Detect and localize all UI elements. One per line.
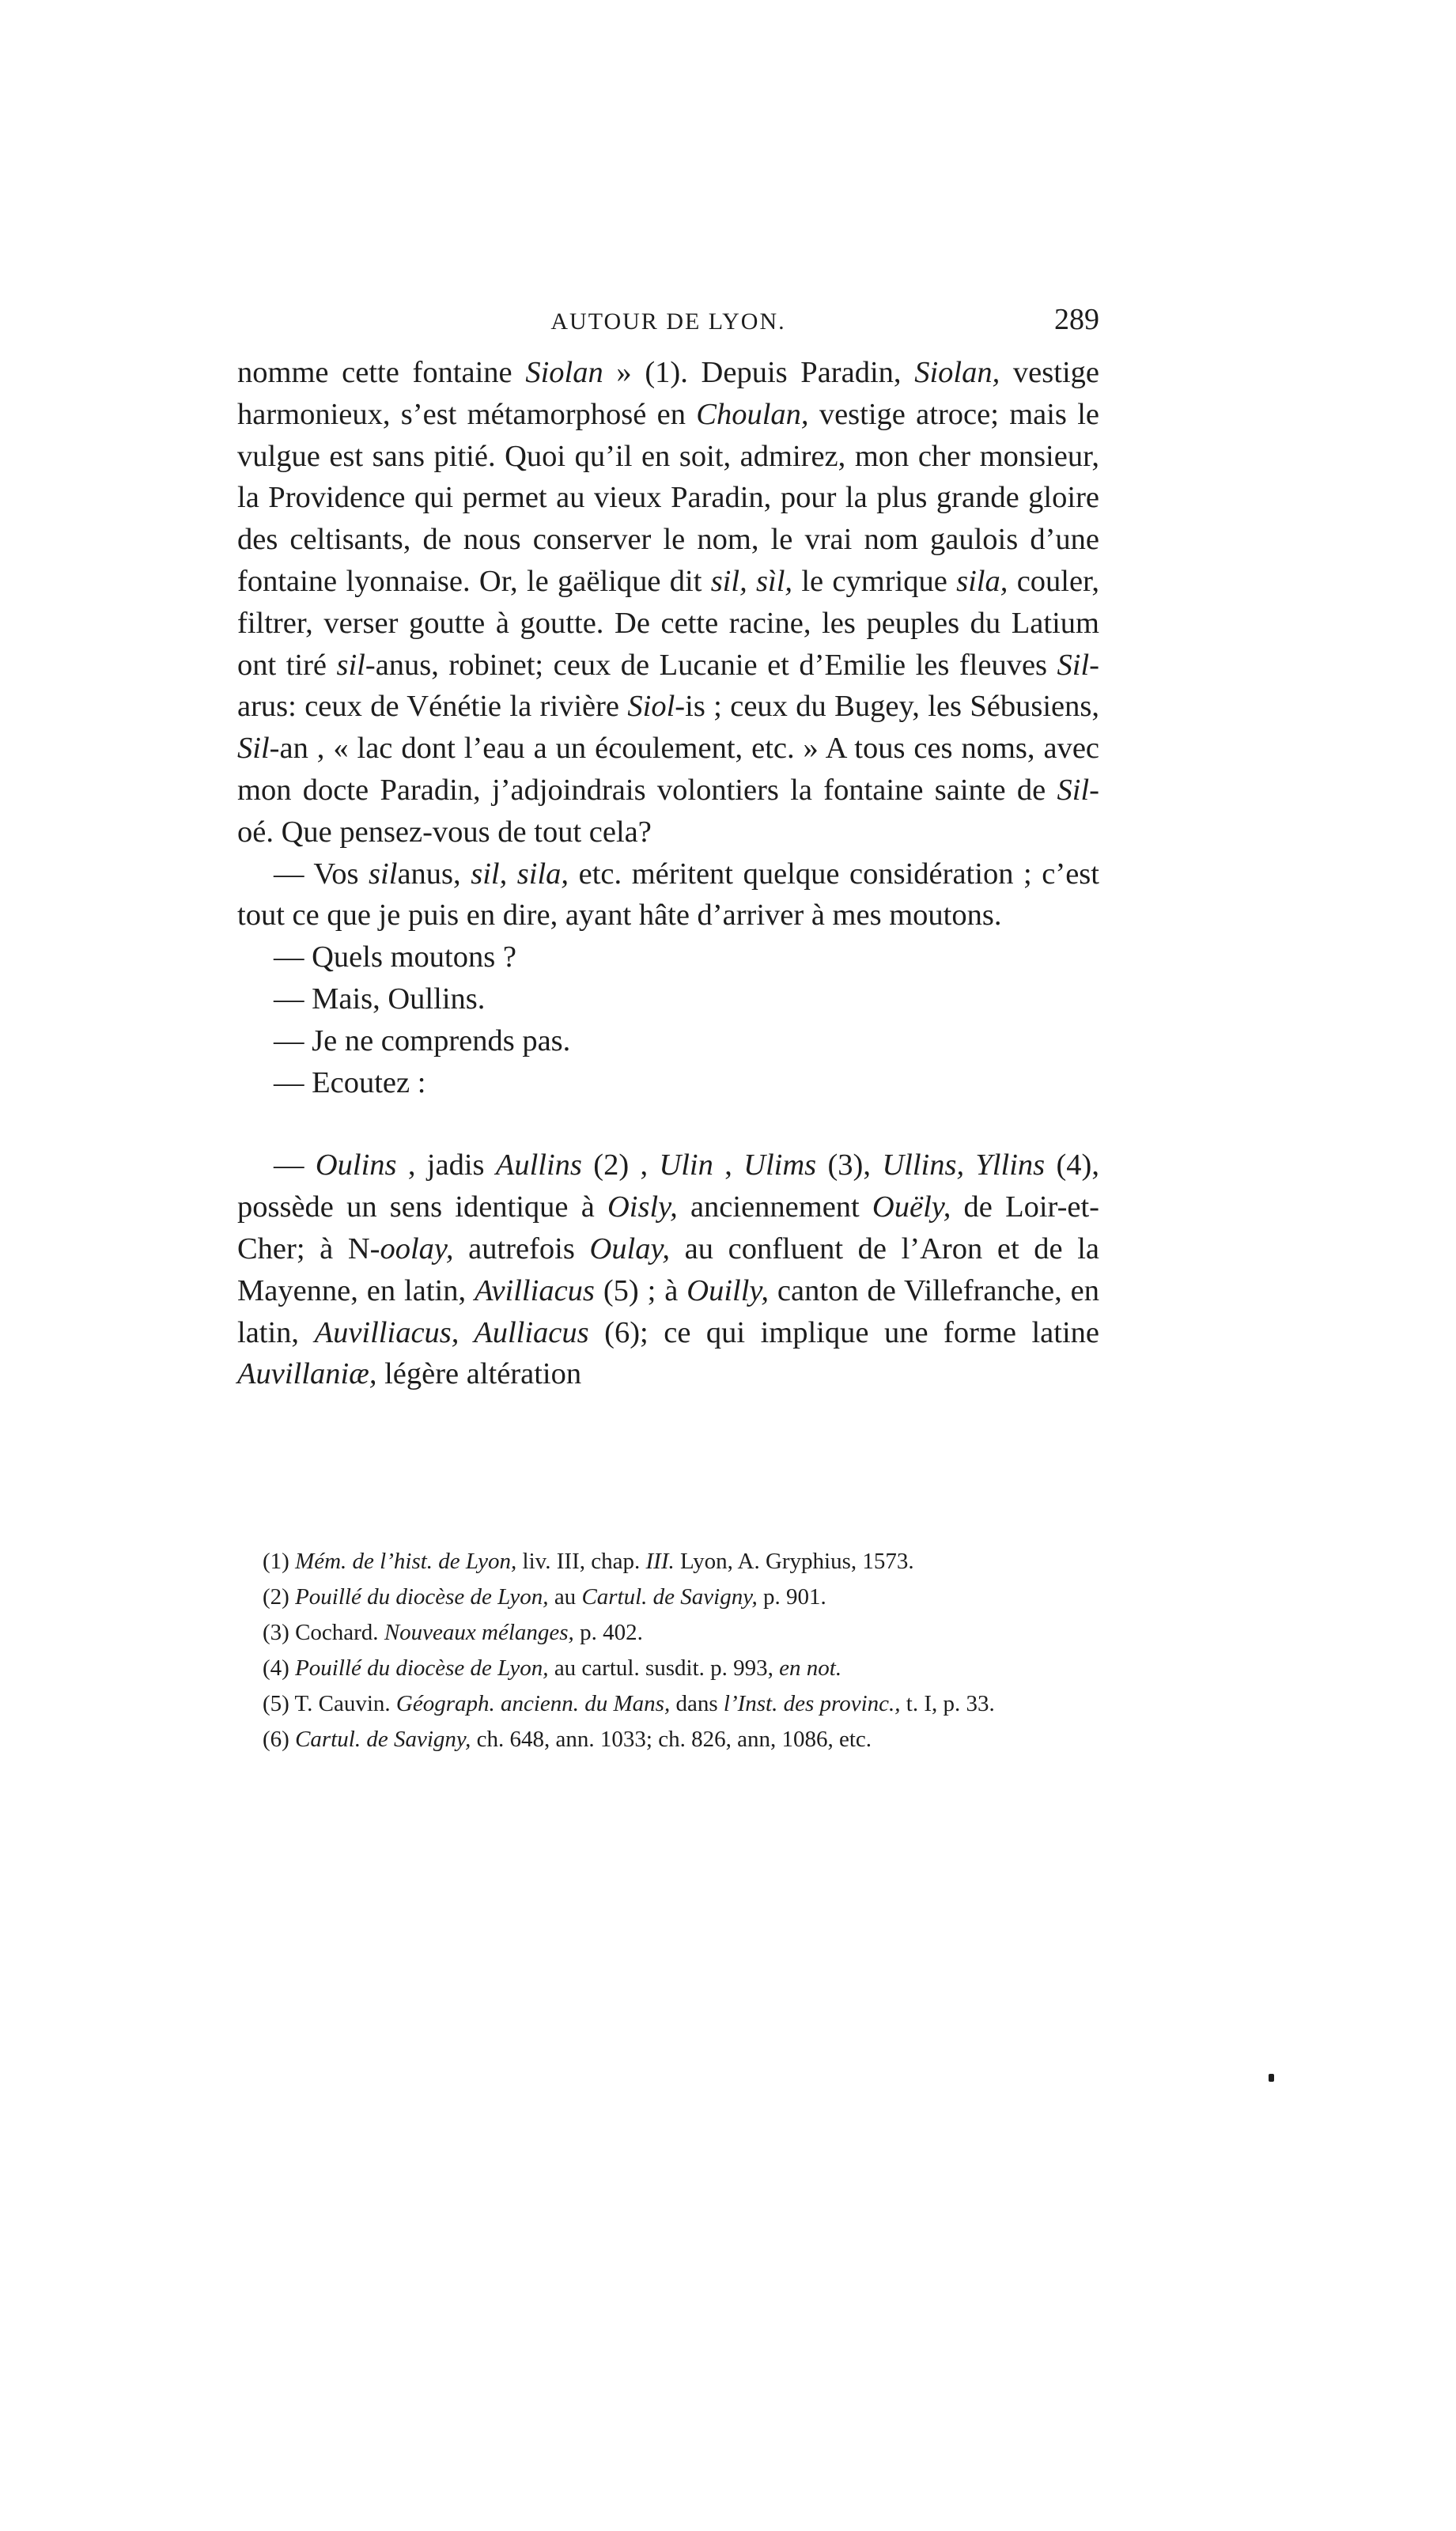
text-run: — Mais, Oullins. bbox=[274, 982, 486, 1016]
text-run: -anus, robinet; ceux de Lucanie et d’Emilie les fleuves bbox=[365, 648, 1057, 682]
italic-text-run: Avilliacus bbox=[475, 1273, 595, 1307]
text-run: Lyon, A. Gryphius, 1573. bbox=[674, 1549, 914, 1574]
text-run: (3) Cochard. bbox=[263, 1620, 384, 1645]
italic-text-run: Cartul. de Savigny, bbox=[581, 1584, 758, 1610]
text-run: t. I, p. 33. bbox=[900, 1691, 995, 1716]
text-run: -is ; ceux du Bugey, les Sébusiens, bbox=[675, 690, 1099, 724]
italic-text-run: Pouillé du diocèse de Lyon, bbox=[295, 1584, 549, 1610]
text-run: — Je ne comprends pas. bbox=[274, 1023, 571, 1057]
italic-text-run: Choulan, bbox=[696, 397, 809, 431]
footnote bbox=[237, 1651, 1099, 1686]
paragraph bbox=[237, 352, 1099, 853]
body-text bbox=[237, 352, 1099, 1395]
text-run: p. 402. bbox=[573, 1620, 643, 1645]
dialogue-paragraph bbox=[237, 1062, 1099, 1104]
text-run: (4) bbox=[263, 1655, 296, 1681]
italic-text-run: Siolan bbox=[525, 356, 603, 389]
text-run: (3), bbox=[816, 1148, 883, 1182]
text-run: canton de Villefranche, en latin, bbox=[237, 1273, 1099, 1349]
italic-text-run: Pouillé du diocèse de Lyon, bbox=[295, 1655, 549, 1681]
italic-text-run: Siolan, bbox=[914, 356, 1000, 389]
italic-text-run: Oulins bbox=[315, 1148, 397, 1182]
italic-text-run: sil, sìl, bbox=[710, 564, 793, 598]
italic-text-run: Aullins bbox=[495, 1148, 582, 1182]
italic-text-run: Auvilliacus, Aulliacus bbox=[314, 1315, 589, 1349]
text-run: — Ecoutez : bbox=[274, 1065, 426, 1099]
running-head bbox=[237, 302, 1099, 342]
text-run: couler, filtrer, verser goutte à goutte. De cette racine, les peuples du Latium ont tiré bbox=[237, 564, 1099, 682]
italic-text-run: Sil bbox=[237, 732, 270, 766]
text-run: au cartul. susdit. p. 993, bbox=[548, 1655, 780, 1681]
text-run: liv. III, chap. bbox=[516, 1549, 646, 1574]
italic-text-run: Nouveaux mélanges, bbox=[384, 1620, 574, 1645]
text-run: -arus: ceux de Vénétie la rivière bbox=[237, 648, 1099, 724]
dialogue-paragraph bbox=[237, 853, 1099, 937]
text-run: — bbox=[274, 1148, 316, 1182]
italic-text-run: Ullins, Yllins bbox=[882, 1148, 1046, 1182]
dialogue-paragraph bbox=[237, 1020, 1099, 1062]
italic-text-run: Mém. de l’hist. de Lyon, bbox=[295, 1549, 517, 1574]
footnotes bbox=[237, 1544, 1099, 1757]
text-run: ch. 648, ann. 1033; ch. 826, ann, 1086, etc. bbox=[471, 1727, 872, 1752]
italic-text-run: Oisly, bbox=[607, 1190, 678, 1224]
footnote bbox=[237, 1686, 1099, 1722]
italic-text-run: en not. bbox=[779, 1655, 842, 1681]
text-run: nomme cette fontaine bbox=[237, 356, 526, 389]
footnote bbox=[237, 1544, 1099, 1580]
text-run: , bbox=[713, 1148, 744, 1182]
italic-text-run: sil bbox=[336, 648, 365, 682]
text-run: anus, bbox=[397, 857, 471, 891]
text-run: dans bbox=[670, 1691, 724, 1716]
section-gap bbox=[237, 1103, 1099, 1144]
italic-text-run: Sil bbox=[1057, 773, 1090, 807]
text-run: au bbox=[548, 1584, 582, 1610]
text-run: (6); ce qui implique une forme latine bbox=[588, 1315, 1099, 1349]
footnote bbox=[237, 1615, 1099, 1651]
text-run: au confluent de l’Aron et de la Mayenne, en latin, bbox=[237, 1231, 1099, 1307]
text-run: , jadis bbox=[396, 1148, 496, 1182]
text-run: (6) bbox=[263, 1727, 296, 1752]
text-run: le cymrique bbox=[792, 564, 957, 598]
italic-text-run: Auvillaniæ, bbox=[237, 1357, 377, 1391]
text-run: » (1). Depuis Paradin, bbox=[603, 356, 915, 389]
text-run: légère altération bbox=[376, 1357, 582, 1391]
dialogue-paragraph bbox=[237, 978, 1099, 1020]
text-run: — Vos bbox=[274, 857, 369, 891]
italic-text-run: Sil bbox=[1057, 648, 1090, 682]
text-run: — Quels moutons ? bbox=[274, 940, 516, 974]
italic-text-run: Ulims bbox=[743, 1148, 817, 1182]
footnote bbox=[237, 1580, 1099, 1615]
italic-text-run: sil, sila, bbox=[471, 857, 569, 891]
page-number: 289 bbox=[1054, 303, 1099, 336]
italic-text-run: Ulin bbox=[659, 1148, 713, 1182]
italic-text-run: Oulay, bbox=[589, 1231, 671, 1266]
text-run: (2) , bbox=[581, 1148, 660, 1182]
italic-text-run: oolay, bbox=[380, 1231, 454, 1266]
ink-speck bbox=[1269, 2074, 1274, 2082]
dialogue-paragraph bbox=[237, 1144, 1099, 1395]
text-run: (4), possède un sens identique à bbox=[237, 1148, 1099, 1224]
italic-text-run: Siol bbox=[627, 690, 675, 724]
text-run: p. 901. bbox=[757, 1584, 826, 1610]
dialogue-paragraph bbox=[237, 936, 1099, 978]
text-run: (5) T. Cauvin. bbox=[263, 1691, 396, 1716]
italic-text-run: III. bbox=[645, 1549, 675, 1574]
italic-text-run: Ouëly, bbox=[872, 1190, 951, 1224]
text-run: vestige atroce; mais le vulgue est sans pitié. Quoi qu’il en soit, admirez, mon cher monsieur, la Providence qui permet au vieux Paradin, pour la plus grande gloire des celtisants, de nous conserver le nom, le vrai nom gaulois d’une fontaine lyonnaise. Or, le gaëlique dit bbox=[237, 397, 1099, 598]
italic-text-run: Géograph. ancienn. du Mans, bbox=[395, 1691, 671, 1716]
text-run: -an , « lac dont l’eau a un écoulement, etc. » A tous ces noms, avec mon docte Paradin, j’adjoindrais volontiers la fontaine sainte de bbox=[237, 732, 1099, 807]
italic-text-run: Cartul. de Savigny, bbox=[295, 1727, 471, 1752]
italic-text-run: sil bbox=[369, 857, 398, 891]
text-run: autrefois bbox=[453, 1231, 590, 1266]
italic-text-run: Ouilly, bbox=[686, 1273, 769, 1307]
running-title: AUTOUR DE LYON. bbox=[550, 308, 786, 335]
text-run: (1) bbox=[263, 1549, 296, 1574]
text-run: etc. méritent quelque considération ; c’est tout ce que je puis en dire, ayant hâte d’arriver à mes moutons. bbox=[237, 857, 1099, 933]
text-run: de Loir-et-Cher; à N- bbox=[237, 1190, 1100, 1266]
footnote bbox=[237, 1722, 1099, 1757]
text-run: (2) bbox=[263, 1584, 296, 1610]
italic-text-run: sila, bbox=[956, 564, 1008, 598]
text-run: vestige harmonieux, s’est métamorphosé en bbox=[237, 356, 1099, 431]
italic-text-run: l’Inst. des provinc., bbox=[723, 1691, 901, 1716]
text-run: (5) ; à bbox=[594, 1273, 687, 1307]
text-run: -oé. Que pensez-vous de tout cela? bbox=[237, 773, 1099, 849]
text-run: anciennement bbox=[677, 1190, 872, 1224]
